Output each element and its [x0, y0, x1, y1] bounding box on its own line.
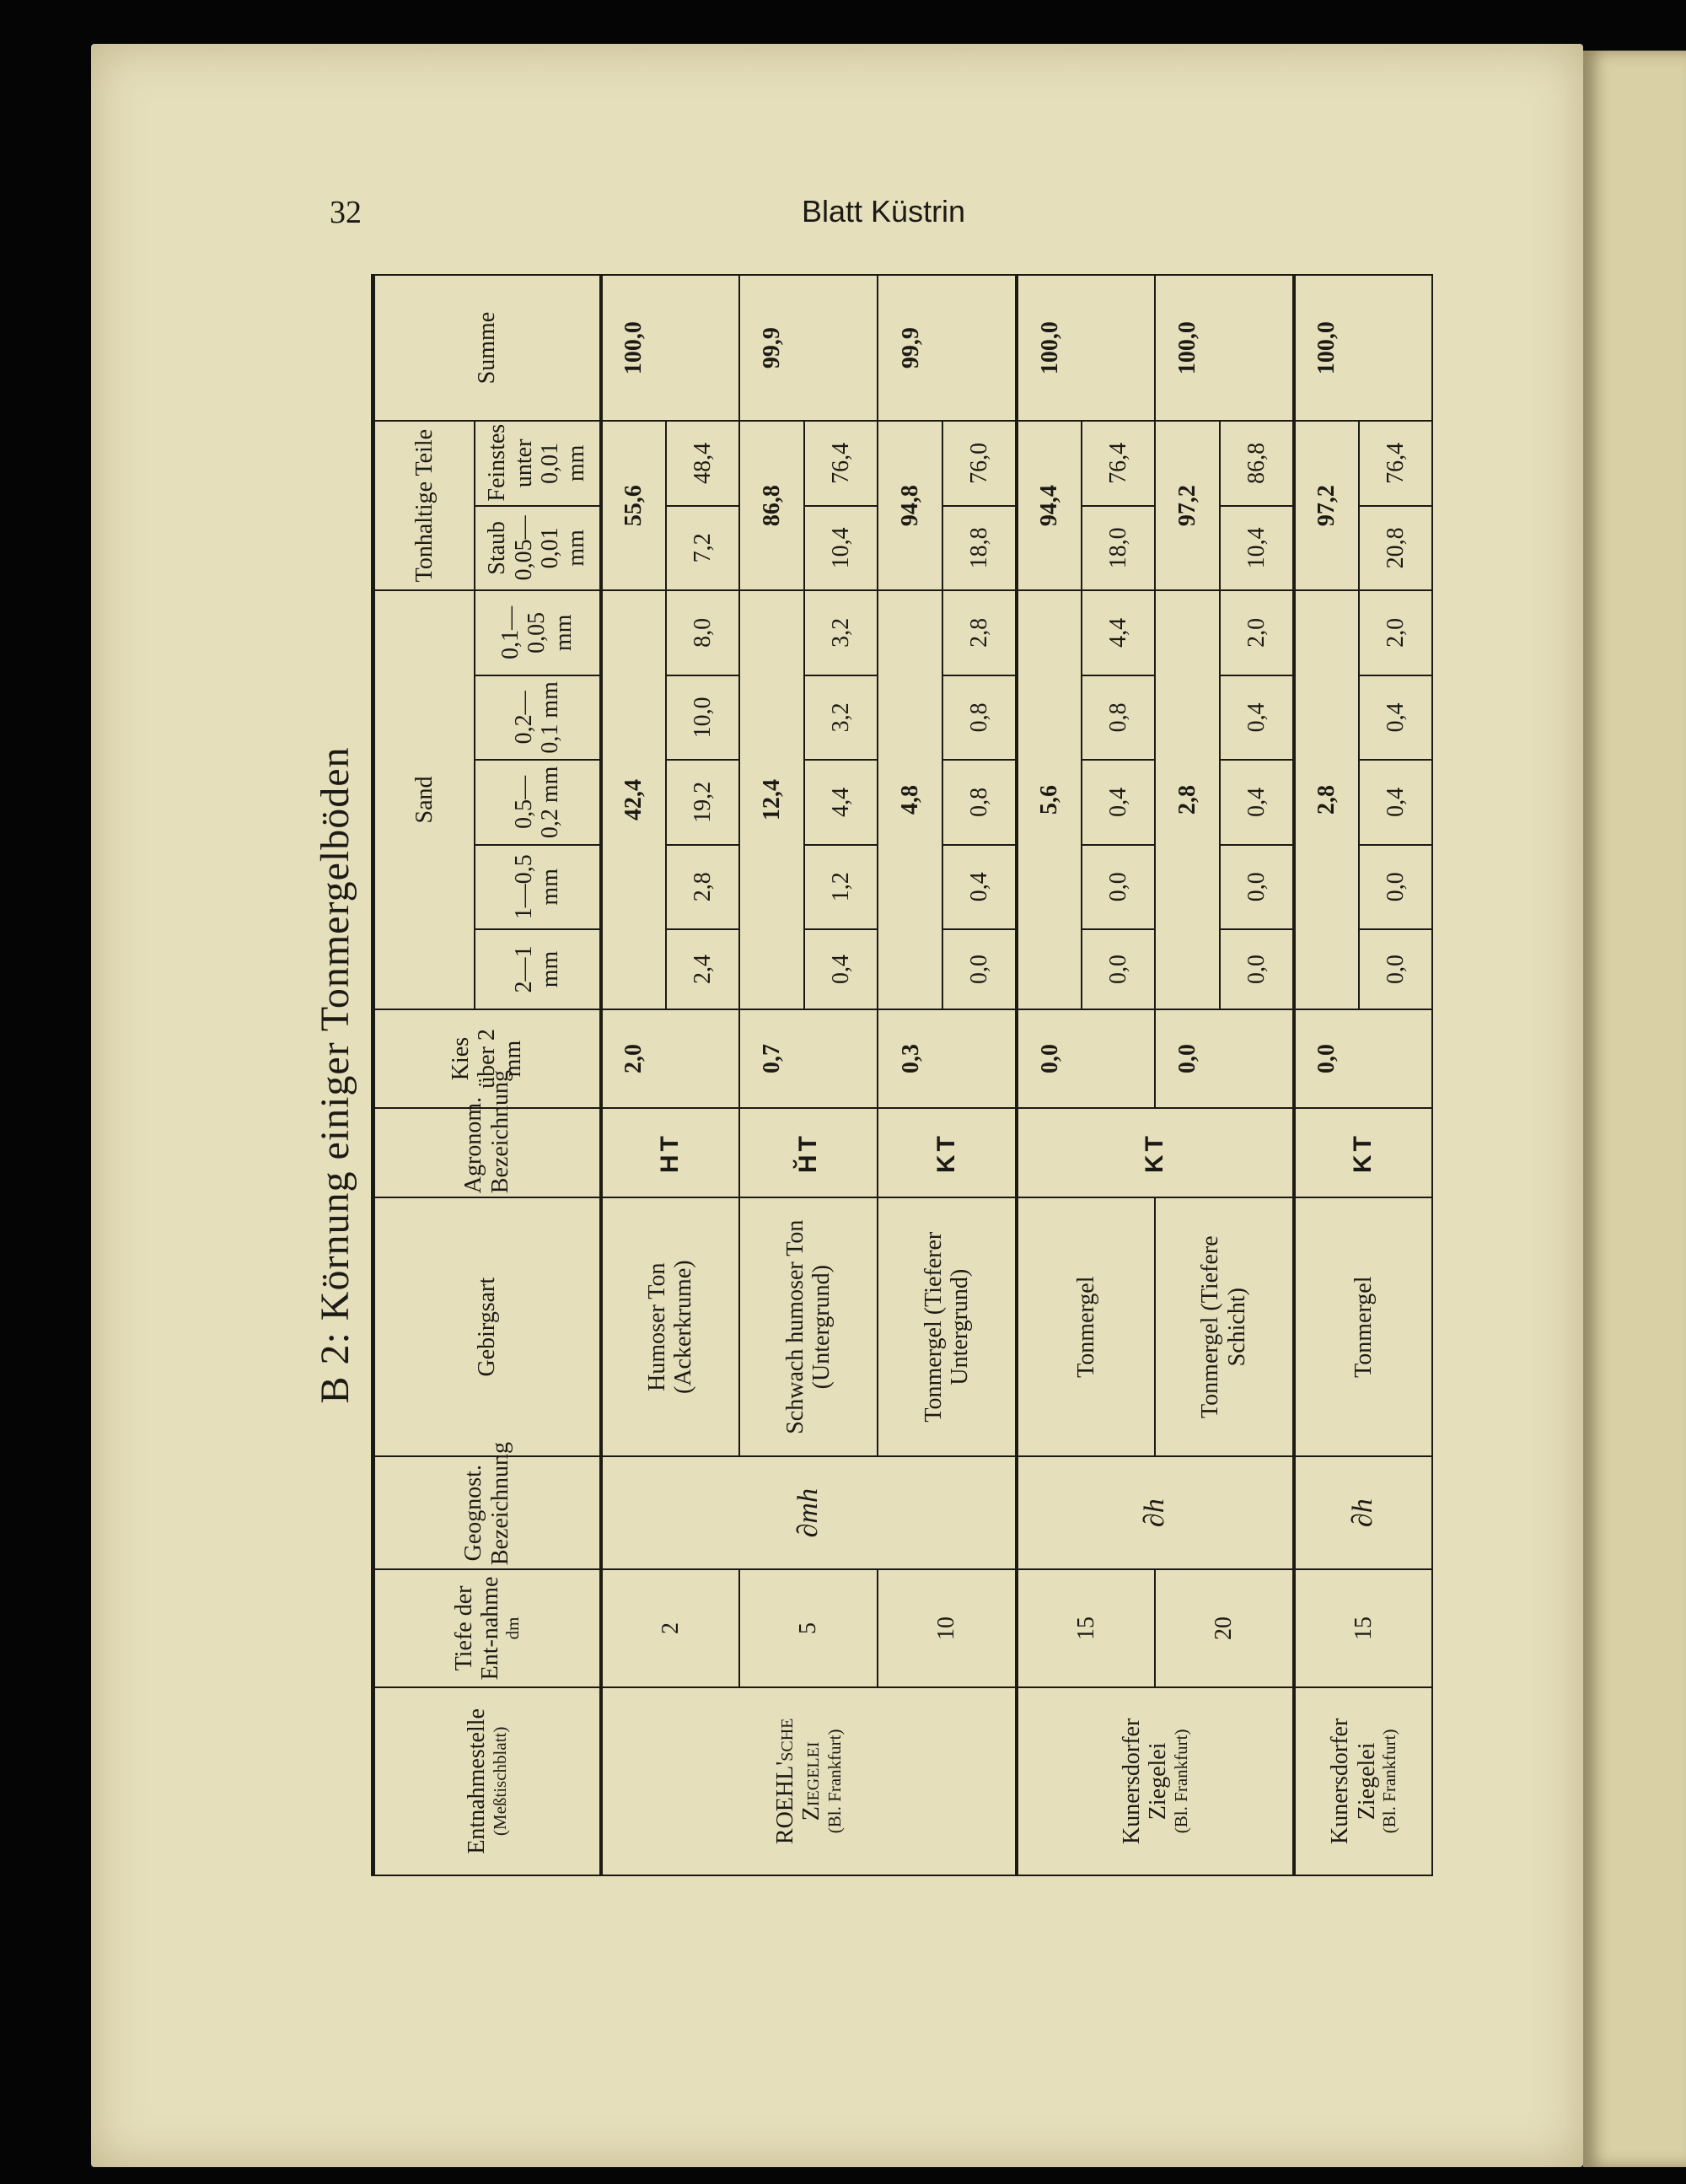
geognost-value: ∂mh — [601, 1456, 1017, 1569]
sand-total: 2,8 — [1294, 590, 1359, 1009]
header-tiefe — [373, 1569, 601, 1687]
sand-value: 0,0 — [1082, 845, 1155, 929]
kies-spacer — [942, 1009, 1016, 1108]
site-sub: (Bl. Frankfurt) — [824, 1729, 845, 1834]
header-summe: Summe — [373, 275, 601, 421]
header-tiefe-label: Tiefe der Ent-nahme — [450, 1576, 503, 1681]
grain-size-table — [371, 274, 1433, 1876]
table-row — [601, 275, 666, 1875]
staub-value: 7,2 — [666, 506, 739, 590]
sand-value: 4,4 — [804, 760, 878, 844]
header-sand-02-01: 0,2— 0,1 mm — [475, 675, 601, 760]
header-tonhaltige: Tonhaltige Teile — [373, 421, 475, 590]
sand-total: 5,6 — [1017, 590, 1082, 1009]
header-sand-2-1: 2—1 mm — [475, 929, 601, 1009]
table-title: B 2: Körnung einiger Tonmergelböden — [313, 746, 357, 1404]
table-row — [1017, 275, 1082, 1875]
site-cell — [1017, 1687, 1294, 1875]
header-geognost: Geognost. Bezeichnung — [373, 1456, 601, 1569]
rotated-table-block — [313, 274, 1433, 1876]
site-cell — [1294, 1687, 1432, 1875]
summe-value: 100,0 — [601, 275, 666, 421]
table-row — [1155, 275, 1220, 1875]
table-row — [1294, 275, 1359, 1875]
table-row — [739, 275, 804, 1875]
table-row — [878, 275, 942, 1875]
sand-value: 0,0 — [1359, 929, 1432, 1009]
sand-total: 4,8 — [878, 590, 942, 1009]
staub-value: 10,4 — [1220, 506, 1293, 590]
sand-value: 3,2 — [804, 675, 878, 760]
summe-value: 99,9 — [878, 275, 942, 421]
sand-total: 12,4 — [739, 590, 804, 1009]
geognost-value: ∂h — [1294, 1456, 1432, 1569]
header-sand: Sand — [373, 590, 475, 1009]
header-sand-05-02: 0,5— 0,2 mm — [475, 760, 601, 844]
agronom-value: KT — [1294, 1108, 1432, 1197]
sand-value: 0,4 — [804, 929, 878, 1009]
header-staub: Staub 0,05— 0,01 mm — [475, 506, 601, 590]
sand-total: 2,8 — [1155, 590, 1220, 1009]
sand-value: 0,4 — [1359, 675, 1432, 760]
header-tiefe-unit: dm — [502, 1616, 524, 1640]
header-entnahmestelle-label: Entnahmestelle — [464, 1708, 491, 1854]
ton-total: 97,2 — [1294, 421, 1359, 590]
sand-value: 0,0 — [942, 929, 1016, 1009]
sand-value: 10,0 — [666, 675, 739, 760]
kies-spacer — [804, 1009, 878, 1108]
kies-spacer — [1359, 1009, 1432, 1108]
sand-value: 2,4 — [666, 929, 739, 1009]
sand-value: 0,8 — [942, 760, 1016, 844]
header-agronom: Agronom. Bezeichnung — [373, 1108, 601, 1197]
sand-value: 0,0 — [1220, 845, 1293, 929]
sand-value: 0,4 — [1220, 760, 1293, 844]
tiefe-value: 15 — [1294, 1569, 1432, 1687]
running-head: Blatt Küstrin — [802, 194, 966, 229]
sand-value: 8,0 — [666, 590, 739, 675]
tiefe-value: 2 — [601, 1569, 739, 1687]
sand-value: 2,8 — [666, 845, 739, 929]
sand-value: 0,4 — [1220, 675, 1293, 760]
summe-spacer — [1082, 275, 1155, 421]
agronom-value: KT — [878, 1108, 1016, 1197]
agronom-value: HT — [601, 1108, 739, 1197]
site-sub: (Bl. Frankfurt) — [1170, 1729, 1191, 1834]
sand-value: 2,0 — [1220, 590, 1293, 675]
kies-spacer — [1082, 1009, 1155, 1108]
staub-value: 18,8 — [942, 506, 1016, 590]
sand-value: 0,4 — [942, 845, 1016, 929]
summe-value: 99,9 — [739, 275, 804, 421]
header-entnahmestelle-sub: (Meßtischblatt) — [489, 1726, 510, 1837]
gebirgsart-value: Tonmergel (Tieferer Untergrund) — [878, 1197, 1016, 1456]
sand-value: 1,2 — [804, 845, 878, 929]
summe-spacer — [942, 275, 1016, 421]
header-sand-1-05: 1—0,5 mm — [475, 845, 601, 929]
feinstes-value: 76,0 — [942, 421, 1016, 505]
kies-spacer — [1220, 1009, 1293, 1108]
gebirgsart-value: Tonmergel (Tiefere Schicht) — [1155, 1197, 1293, 1456]
ton-total: 55,6 — [601, 421, 666, 590]
header-feinstes: Feinstes unter 0,01 mm — [475, 421, 601, 505]
sand-value: 0,8 — [942, 675, 1016, 760]
agronom-value: H̆T — [739, 1108, 878, 1197]
sand-value: 0,8 — [1082, 675, 1155, 760]
tiefe-value: 20 — [1155, 1569, 1293, 1687]
facing-page-edge — [1583, 51, 1686, 2167]
agronom-value: KT — [1017, 1108, 1294, 1197]
summe-value: 100,0 — [1294, 275, 1359, 421]
ton-total: 94,4 — [1017, 421, 1082, 590]
kies-value: 0,0 — [1017, 1009, 1082, 1108]
site-sub: (Bl. Frankfurt) — [1378, 1729, 1399, 1834]
site-name: Kunersdorfer Ziegelei — [1119, 1718, 1172, 1844]
summe-value: 100,0 — [1017, 275, 1082, 421]
kies-value: 0,7 — [739, 1009, 804, 1108]
sand-value: 0,0 — [1359, 845, 1432, 929]
sand-value: 0,0 — [1082, 929, 1155, 1009]
site-cell — [601, 1687, 1017, 1875]
kies-value: 2,0 — [601, 1009, 666, 1108]
kies-value: 0,0 — [1155, 1009, 1220, 1108]
sand-total: 42,4 — [601, 590, 666, 1009]
site-name: ROEHL'sche Ziegelei — [771, 1718, 825, 1845]
staub-value: 18,0 — [1082, 506, 1155, 590]
gebirgsart-value: Tonmergel — [1294, 1197, 1432, 1456]
ton-total: 94,8 — [878, 421, 942, 590]
feinstes-value: 86,8 — [1220, 421, 1293, 505]
header-gebirgsart: Gebirgsart — [373, 1197, 601, 1456]
feinstes-value: 48,4 — [666, 421, 739, 505]
header-sand-01-005: 0,1— 0,05 mm — [475, 590, 601, 675]
kies-value: 0,3 — [878, 1009, 942, 1108]
ton-total: 86,8 — [739, 421, 804, 590]
feinstes-value: 76,4 — [1359, 421, 1432, 505]
sand-value: 4,4 — [1082, 590, 1155, 675]
sand-value: 0,0 — [1220, 929, 1293, 1009]
tiefe-value: 10 — [878, 1569, 1016, 1687]
geognost-value: ∂h — [1017, 1456, 1294, 1569]
staub-value: 10,4 — [804, 506, 878, 590]
sand-value: 3,2 — [804, 590, 878, 675]
header-kies: Kies über 2 mm — [373, 1009, 601, 1108]
sand-value: 2,8 — [942, 590, 1016, 675]
sand-value: 0,4 — [1359, 760, 1432, 844]
gebirgsart-value: Tonmergel — [1017, 1197, 1155, 1456]
feinstes-value: 76,4 — [1082, 421, 1155, 505]
feinstes-value: 76,4 — [804, 421, 878, 505]
summe-spacer — [1220, 275, 1293, 421]
ton-total: 97,2 — [1155, 421, 1220, 590]
staub-value: 20,8 — [1359, 506, 1432, 590]
kies-value: 0,0 — [1294, 1009, 1359, 1108]
gebirgsart-value: Humoser Ton (Ackerkrume) — [601, 1197, 739, 1456]
tiefe-value: 5 — [739, 1569, 878, 1687]
sand-value: 0,4 — [1082, 760, 1155, 844]
summe-value: 100,0 — [1155, 275, 1220, 421]
page-number: 32 — [330, 195, 362, 230]
gebirgsart-value: Schwach humoser Ton (Untergrund) — [739, 1197, 878, 1456]
summe-spacer — [666, 275, 739, 421]
summe-spacer — [804, 275, 878, 421]
sand-value: 19,2 — [666, 760, 739, 844]
kies-spacer — [666, 1009, 739, 1108]
sand-value: 2,0 — [1359, 590, 1432, 675]
site-name: Kunersdorfer Ziegelei — [1327, 1718, 1380, 1844]
tiefe-value: 15 — [1017, 1569, 1155, 1687]
summe-spacer — [1359, 275, 1432, 421]
header-entnahmestelle — [373, 1687, 601, 1875]
